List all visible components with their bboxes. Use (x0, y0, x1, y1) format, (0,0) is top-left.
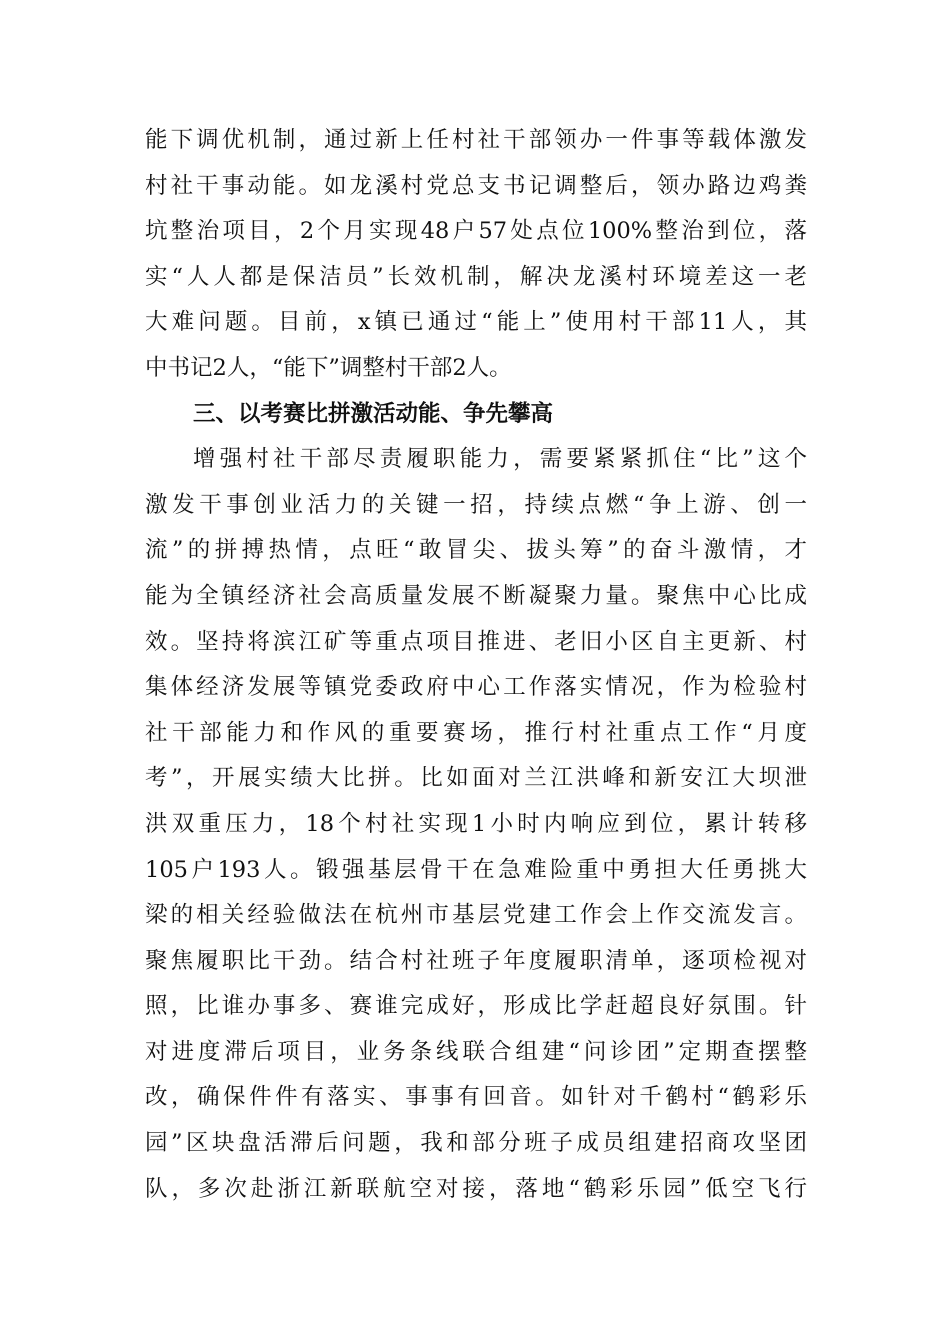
text-line: 洪双重压力，18个村社实现1小时内响应到位，累计转移 (145, 810, 807, 837)
text-line: 效。坚持将滨江矿等重点项目推进、老旧小区自主更新、村 (145, 628, 807, 655)
text-line: 激发干事创业活力的关键一招，持续点燃“争上游、创一 (145, 491, 807, 518)
text-line: 改，确保件件有落实、事事有回音。如针对千鹤村“鹤彩乐 (145, 1084, 807, 1111)
text-line: 梁的相关经验做法在杭州市基层党建工作会上作交流发言。 (145, 902, 807, 929)
text-line: 能为全镇经济社会高质量发展不断凝聚力量。聚焦中心比成 (145, 582, 807, 609)
text-line: 中书记2人，“能下”调整村干部2人。 (145, 354, 512, 381)
text-line: 实“人人都是保洁员”长效机制，解决龙溪村环境差这一老 (145, 263, 807, 290)
text-line: 队，多次赴浙江新联航空对接，落地“鹤彩乐园”低空飞行 (145, 1175, 807, 1202)
section-heading: 三、以考赛比拼激活动能、争先攀高 (193, 400, 554, 427)
text-line: 园”区块盘活滞后问题，我和部分班子成员组建招商攻坚团 (145, 1130, 807, 1157)
text-line: 能下调优机制，通过新上任村社干部领办一件事等载体激发 (145, 127, 807, 153)
paragraph-1 (145, 118, 807, 392)
text-line-indented: 增强村社干部尽责履职能力，需要紧紧抓住“比”这个 (193, 446, 807, 473)
document-body (145, 118, 807, 1212)
text-line: 对进度滞后项目，业务条线联合组建“问诊团”定期查摆整 (145, 1038, 807, 1065)
paragraph-2 (145, 437, 807, 1212)
text-line: 坑整治项目，2个月实现48户57处点位100%整治到位，落 (145, 218, 807, 245)
text-line: 集体经济发展等镇党委政府中心工作落实情况，作为检验村 (145, 674, 807, 701)
text-line: 社干部能力和作风的重要赛场，推行村社重点工作“月度 (145, 719, 807, 746)
text-line: 流”的拼搏热情，点旺“敢冒尖、拔头筹”的奋斗激情，才 (145, 537, 807, 564)
text-line: 照，比谁办事多、赛谁完成好，形成比学赶超良好氛围。针 (145, 993, 807, 1020)
text-line: 大难问题。目前，x镇已通过“能上”使用村干部11人，其 (145, 309, 807, 336)
text-line: 聚焦履职比干劲。结合村社班子年度履职清单，逐项检视对 (145, 947, 807, 974)
text-line: 105户193人。锻强基层骨干在急难险重中勇担大任勇挑大 (145, 856, 807, 883)
text-line: 考”，开展实绩大比拼。比如面对兰江洪峰和新安江大坝泄 (145, 765, 807, 792)
text-line: 村社干事动能。如龙溪村党总支书记调整后，领办路边鸡粪 (145, 172, 807, 199)
